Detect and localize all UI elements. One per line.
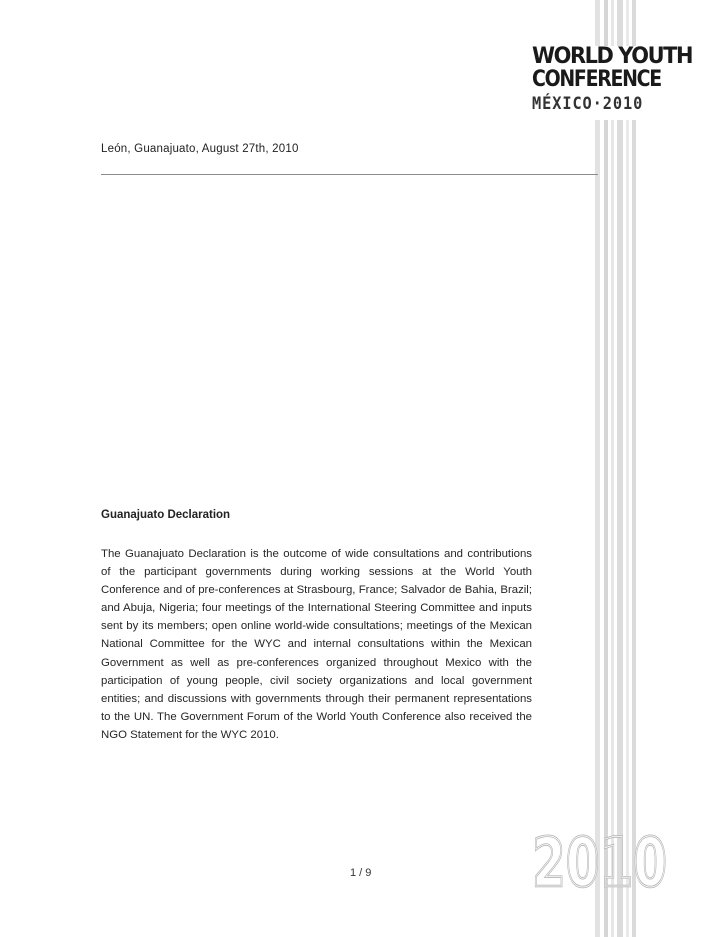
stripe [604,0,608,937]
conference-logo [532,46,692,120]
logo-line-world-youth: WORLD YOUTH [532,44,693,69]
logo-line-mexico-2010: MÉXICO·2010 [532,94,644,114]
stripe [626,0,629,937]
decorative-stripes [590,0,724,937]
stripe [611,0,614,937]
document-heading: Guanajuato Declaration [101,509,231,521]
horizontal-divider [101,174,598,175]
decor-year-text: 2010 [532,824,667,894]
document-body-paragraph: The Guanajuato Declaration is the outcome of wide consultations and contributions of the participant governments during working sessions at the World Youth Conference and of pre-conferences at Strasbourg, France; Salvador de Bahia, Brazil; and Abuja, Nigeria; four meetings of the International Steering Committee and inputs sent by its members; open online world-wide consultations; meetings of the Mexican National Committee for the WYC and internal consultations within the Mexican Government as well as pre-conferences organized throughout Mexico with the participation of young people, civil society organizations and local government entities; and discussions with governments through their permanent representations to the UN. The Government Forum of the World Youth Conference also received the NGO Statement for the WYC 2010. [101,548,532,741]
decorative-2010-graphic [532,824,672,894]
logo-line-conference: CONFERENCE [532,67,661,92]
stripe [617,0,623,937]
place-date: León, Guanajuato, August 27th, 2010 [101,143,299,155]
page-number: 1 / 9 [350,867,372,879]
stripe [595,0,600,937]
stripe [632,0,636,937]
decor-year-inner-stroke: 2010 [532,824,667,894]
